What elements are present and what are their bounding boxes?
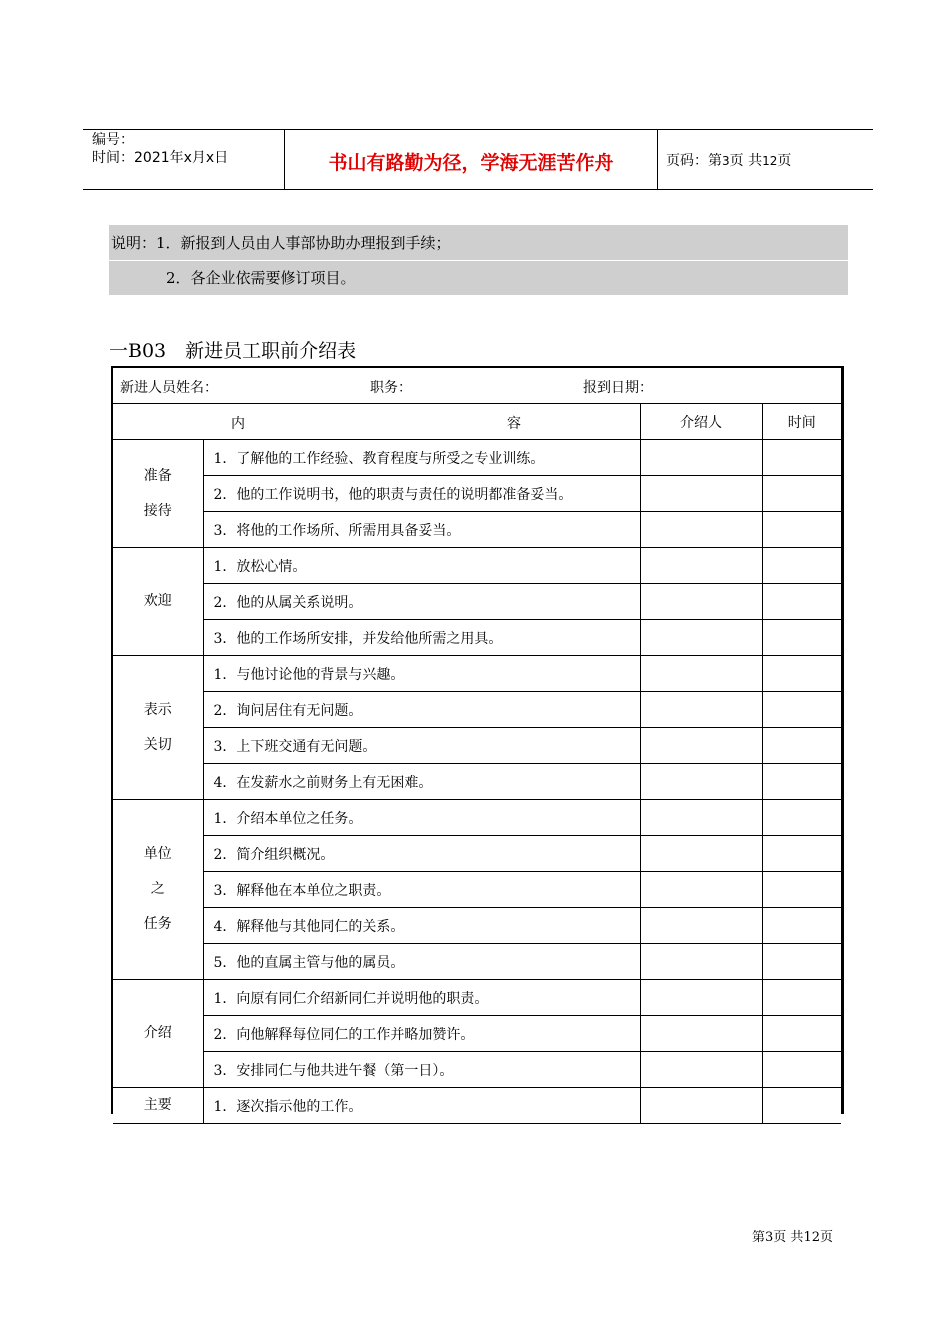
time-cell[interactable] (762, 944, 841, 980)
time-cell[interactable] (762, 764, 841, 800)
table-row (113, 656, 841, 692)
position-label: 职务： (370, 380, 412, 396)
footer-page-total: 12 (803, 1230, 820, 1245)
introducer-cell[interactable] (640, 1016, 762, 1052)
table-row (113, 512, 841, 548)
introducer-cell[interactable] (640, 476, 762, 512)
category-label: 主要 (143, 1097, 172, 1113)
content-header-nei: 内 (231, 416, 245, 432)
item-text: 4．解释他与其他同仁的关系。 (203, 908, 640, 944)
time-cell[interactable] (762, 800, 841, 836)
footer-mid: 页 共 (773, 1230, 804, 1245)
table-row (113, 692, 841, 728)
item-text: 2．询问居住有无问题。 (203, 692, 640, 728)
table-header-row (113, 404, 841, 440)
page-total: 12 (762, 154, 778, 168)
item-text: 1．放松心情。 (203, 548, 640, 584)
item-text: 1．介绍本单位之任务。 (203, 800, 640, 836)
item-text: 3．解释他在本单位之职责。 (203, 872, 640, 908)
item-text: 3．他的工作场所安排，并发给他所需之用具。 (203, 620, 640, 656)
time-cell[interactable] (762, 476, 841, 512)
page-mid: 页 共 (729, 153, 763, 169)
introducer-cell[interactable] (640, 728, 762, 764)
table-row (113, 836, 841, 872)
time-cell[interactable] (762, 692, 841, 728)
item-text: 5．他的直属主管与他的属员。 (203, 944, 640, 980)
time-cell[interactable] (762, 872, 841, 908)
item-text: 3．上下班交通有无问题。 (203, 728, 640, 764)
introducer-cell[interactable] (640, 872, 762, 908)
table-row (113, 872, 841, 908)
time-cell[interactable] (762, 512, 841, 548)
introducer-cell[interactable] (640, 440, 762, 476)
time-label: 时间：2021年x月x日 (92, 150, 229, 166)
item-text: 1．向原有同仁介绍新同仁并说明他的职责。 (203, 980, 640, 1016)
introducer-cell[interactable] (640, 944, 762, 980)
time-cell[interactable] (762, 728, 841, 764)
introducer-cell[interactable] (640, 584, 762, 620)
category-cell (113, 440, 203, 548)
category-label: 准备 接待 (143, 467, 172, 519)
item-text: 1．逐次指示他的工作。 (203, 1088, 640, 1124)
time-cell[interactable] (762, 1088, 841, 1124)
footer-prefix: 第 (752, 1230, 766, 1245)
time-cell[interactable] (762, 548, 841, 584)
item-text: 2．向他解释每位同仁的工作并略加赞许。 (203, 1016, 640, 1052)
introducer-header: 介绍人 (640, 404, 762, 440)
item-text: 3．安排同仁与他共进午餐（第一日）。 (203, 1052, 640, 1088)
category-label: 欢迎 (143, 593, 172, 609)
table-row (113, 980, 841, 1016)
intro-table (113, 368, 841, 1124)
table-row (113, 1052, 841, 1088)
item-text: 2．他的工作说明书，他的职责与责任的说明都准备妥当。 (203, 476, 640, 512)
header-bottom-rule (83, 189, 873, 190)
note-box (109, 225, 848, 295)
category-cell (113, 980, 203, 1088)
footer-page-info (752, 1226, 833, 1245)
report-date-label: 报到日期： (583, 380, 653, 396)
content-header (113, 404, 640, 440)
page-number: 3 (722, 154, 730, 168)
table-row (113, 764, 841, 800)
introducer-cell[interactable] (640, 1052, 762, 1088)
item-text: 3．将他的工作场所、所需用具备妥当。 (203, 512, 640, 548)
item-text: 1．了解他的工作经验、教育程度与所受之专业训练。 (203, 440, 640, 476)
category-cell (113, 800, 203, 980)
introducer-cell[interactable] (640, 1088, 762, 1124)
header-page-info (666, 150, 791, 170)
table-row (113, 1088, 841, 1124)
introducer-cell[interactable] (640, 656, 762, 692)
time-cell[interactable] (762, 1016, 841, 1052)
item-text: 1．与他讨论他的背景与兴趣。 (203, 656, 640, 692)
introducer-cell[interactable] (640, 800, 762, 836)
table-row (113, 548, 841, 584)
category-label: 介绍 (143, 1025, 172, 1041)
time-cell[interactable] (762, 980, 841, 1016)
time-cell[interactable] (762, 908, 841, 944)
table-row (113, 1016, 841, 1052)
time-cell[interactable] (762, 836, 841, 872)
category-cell (113, 656, 203, 800)
info-cell (113, 368, 841, 404)
item-text: 4．在发薪水之前财务上有无困难。 (203, 764, 640, 800)
item-text: 2．他的从属关系说明。 (203, 584, 640, 620)
header-motto: 书山有路勤为径，学海无涯苦作舟 (328, 152, 614, 174)
table-row (113, 728, 841, 764)
table-row (113, 800, 841, 836)
introducer-cell[interactable] (640, 764, 762, 800)
introducer-cell[interactable] (640, 692, 762, 728)
introducer-cell[interactable] (640, 908, 762, 944)
note-separator (109, 260, 848, 261)
category-label: 单位 之 任务 (143, 846, 172, 932)
page-suffix: 页 (777, 153, 792, 169)
content-header-rong: 容 (507, 416, 521, 432)
category-cell (113, 548, 203, 656)
category-label: 表示 关切 (143, 701, 172, 753)
form-title: 一B03 新进员工职前介绍表 (109, 340, 357, 362)
page-prefix: 页码：第 (666, 153, 722, 169)
introducer-cell[interactable] (640, 512, 762, 548)
time-cell[interactable] (762, 656, 841, 692)
note-line-1: 说明：1．新报到人员由人事部协助办理报到手续； (111, 234, 451, 252)
table-row (113, 584, 841, 620)
introducer-cell[interactable] (640, 548, 762, 584)
time-cell[interactable] (762, 440, 841, 476)
table-row (113, 440, 841, 476)
footer-suffix: 页 (819, 1230, 833, 1245)
table-row (113, 476, 841, 512)
table-info-row (113, 368, 841, 404)
table-row (113, 944, 841, 980)
new-employee-name-label: 新进人员姓名： (120, 380, 218, 396)
note-line-2: 2．各企业依需要修订项目。 (166, 269, 356, 287)
header-divider-right (657, 129, 658, 190)
category-cell (113, 1088, 203, 1124)
header-top-rule (83, 129, 873, 130)
footer-page-number: 3 (765, 1230, 774, 1245)
time-header: 时间 (762, 404, 841, 440)
introducer-cell[interactable] (640, 980, 762, 1016)
time-cell[interactable] (762, 584, 841, 620)
item-text: 2．简介组织概况。 (203, 836, 640, 872)
header-meta (92, 131, 228, 167)
introducer-cell[interactable] (640, 620, 762, 656)
number-label: 编号： (92, 132, 134, 148)
table-row (113, 908, 841, 944)
table-row (113, 620, 841, 656)
time-cell[interactable] (762, 1052, 841, 1088)
introducer-cell[interactable] (640, 836, 762, 872)
time-cell[interactable] (762, 620, 841, 656)
